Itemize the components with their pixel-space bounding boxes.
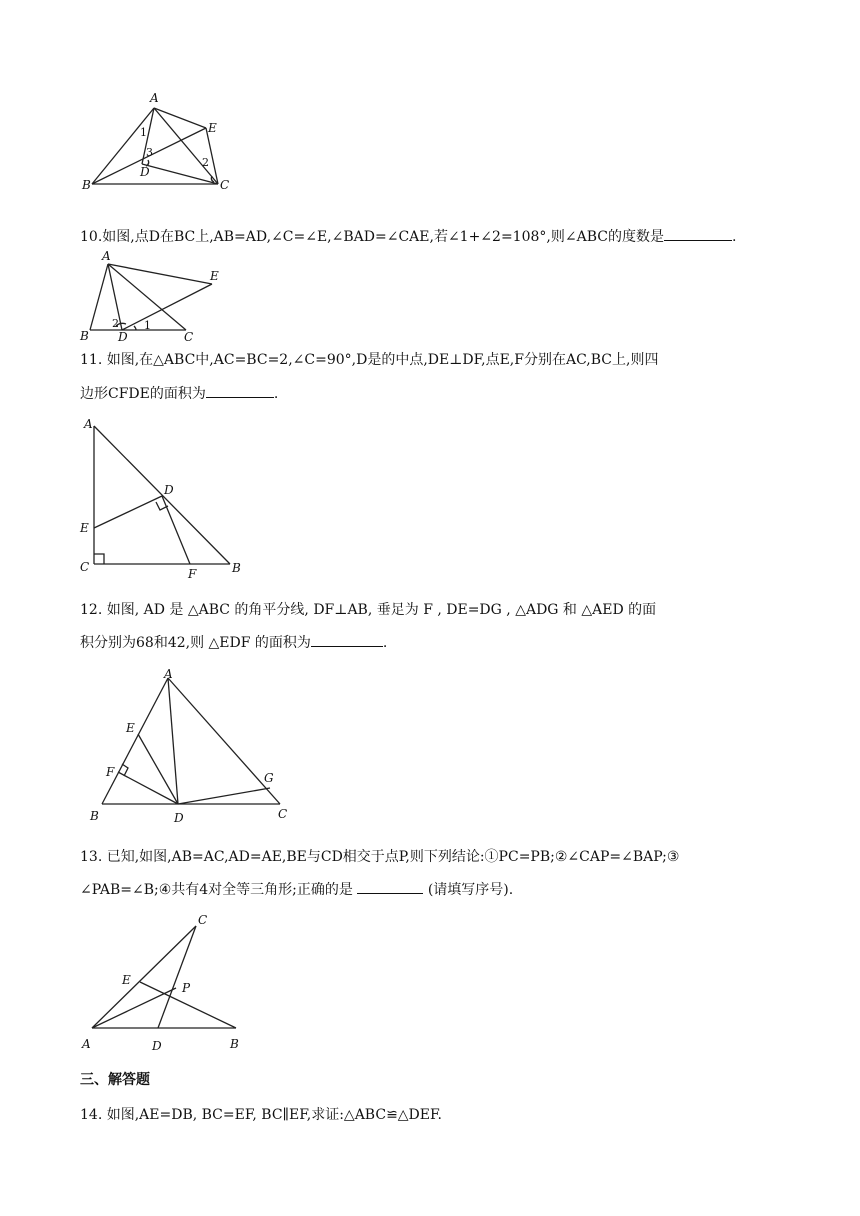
- label-B: B: [80, 329, 89, 343]
- figure-q10: [78, 250, 228, 345]
- question-13-line1: 13. 已知,如图,AB=AC,AD=AE,BE与CD相交于点P,则下列结论:①PC=PB;②∠CAP=∠BAP;③: [80, 849, 680, 865]
- label-E: E: [208, 121, 217, 135]
- figure-q11: [78, 414, 258, 584]
- angle-1: 1: [144, 319, 151, 332]
- label-D: D: [152, 1039, 162, 1053]
- label-C: C: [278, 807, 288, 821]
- label-F: F: [106, 765, 115, 779]
- section-heading: 三、解答题: [80, 1072, 150, 1088]
- question-12-line1: 12. 如图, AD 是 △ABC 的角平分线, DF⊥AB, 垂足为 F , DE=DG , △ADG 和 △AED 的面: [80, 602, 657, 618]
- label-A: A: [82, 1037, 91, 1051]
- label-A: A: [84, 417, 93, 431]
- answer-blank-q13[interactable]: [357, 879, 423, 894]
- q10-text: 10.如图,点D在BC上,AB=AD,∠C=∠E,∠BAD=∠CAE,若∠1+∠2=108°,则∠ABC的度数是: [80, 229, 664, 245]
- answer-blank-q11[interactable]: [206, 383, 274, 398]
- label-F: F: [188, 567, 197, 581]
- label-D: D: [164, 483, 174, 497]
- answer-blank-q12[interactable]: [311, 632, 383, 647]
- label-D: D: [174, 811, 184, 825]
- label-G: G: [264, 771, 274, 785]
- figure-q12: [84, 664, 294, 824]
- label-C: C: [198, 913, 208, 927]
- question-11-line2: 边形CFDE的面积为 .: [80, 383, 278, 404]
- label-E: E: [126, 721, 135, 735]
- question-10: 10.如图,点D在BC上,AB=AD,∠C=∠E,∠BAD=∠CAE,若∠1+∠2=108°,则∠ABC的度数是 .: [80, 226, 736, 247]
- label-D: D: [118, 330, 128, 344]
- label-B: B: [230, 1037, 239, 1051]
- angle-2: 2: [202, 156, 209, 169]
- answer-blank-q10[interactable]: [664, 226, 732, 241]
- question-13-line2: ∠PAB=∠B;④共有4对全等三角形;正确的是 (请填写序号).: [80, 879, 513, 900]
- label-C: C: [80, 560, 90, 574]
- label-E: E: [122, 973, 131, 987]
- question-12-line2: 积分别为68和42,则 △EDF 的面积为 .: [80, 632, 387, 653]
- label-C: C: [184, 330, 194, 344]
- label-E: E: [210, 269, 219, 283]
- label-E: E: [80, 521, 89, 535]
- angle-2: 2: [112, 317, 119, 330]
- label-B: B: [82, 178, 91, 192]
- label-B: B: [232, 561, 241, 575]
- label-D: D: [140, 165, 150, 179]
- label-P: P: [182, 981, 191, 995]
- label-A: A: [150, 91, 159, 105]
- figure-q13: [78, 910, 258, 1055]
- label-C: C: [220, 178, 230, 192]
- question-14: 14. 如图,AE=DB, BC=EF, BC∥EF,求证:△ABC≌△DEF.: [80, 1107, 442, 1123]
- label-A: A: [164, 667, 173, 681]
- figure-q9: [80, 88, 240, 193]
- angle-3: 3: [146, 146, 153, 159]
- label-B: B: [90, 809, 99, 823]
- question-11-line1: 11. 如图,在△ABC中,AC=BC=2,∠C=90°,D是的中点,DE⊥DF,点E,F分别在AC,BC上,则四: [80, 352, 659, 368]
- angle-1: 1: [140, 126, 147, 139]
- label-A: A: [102, 249, 111, 263]
